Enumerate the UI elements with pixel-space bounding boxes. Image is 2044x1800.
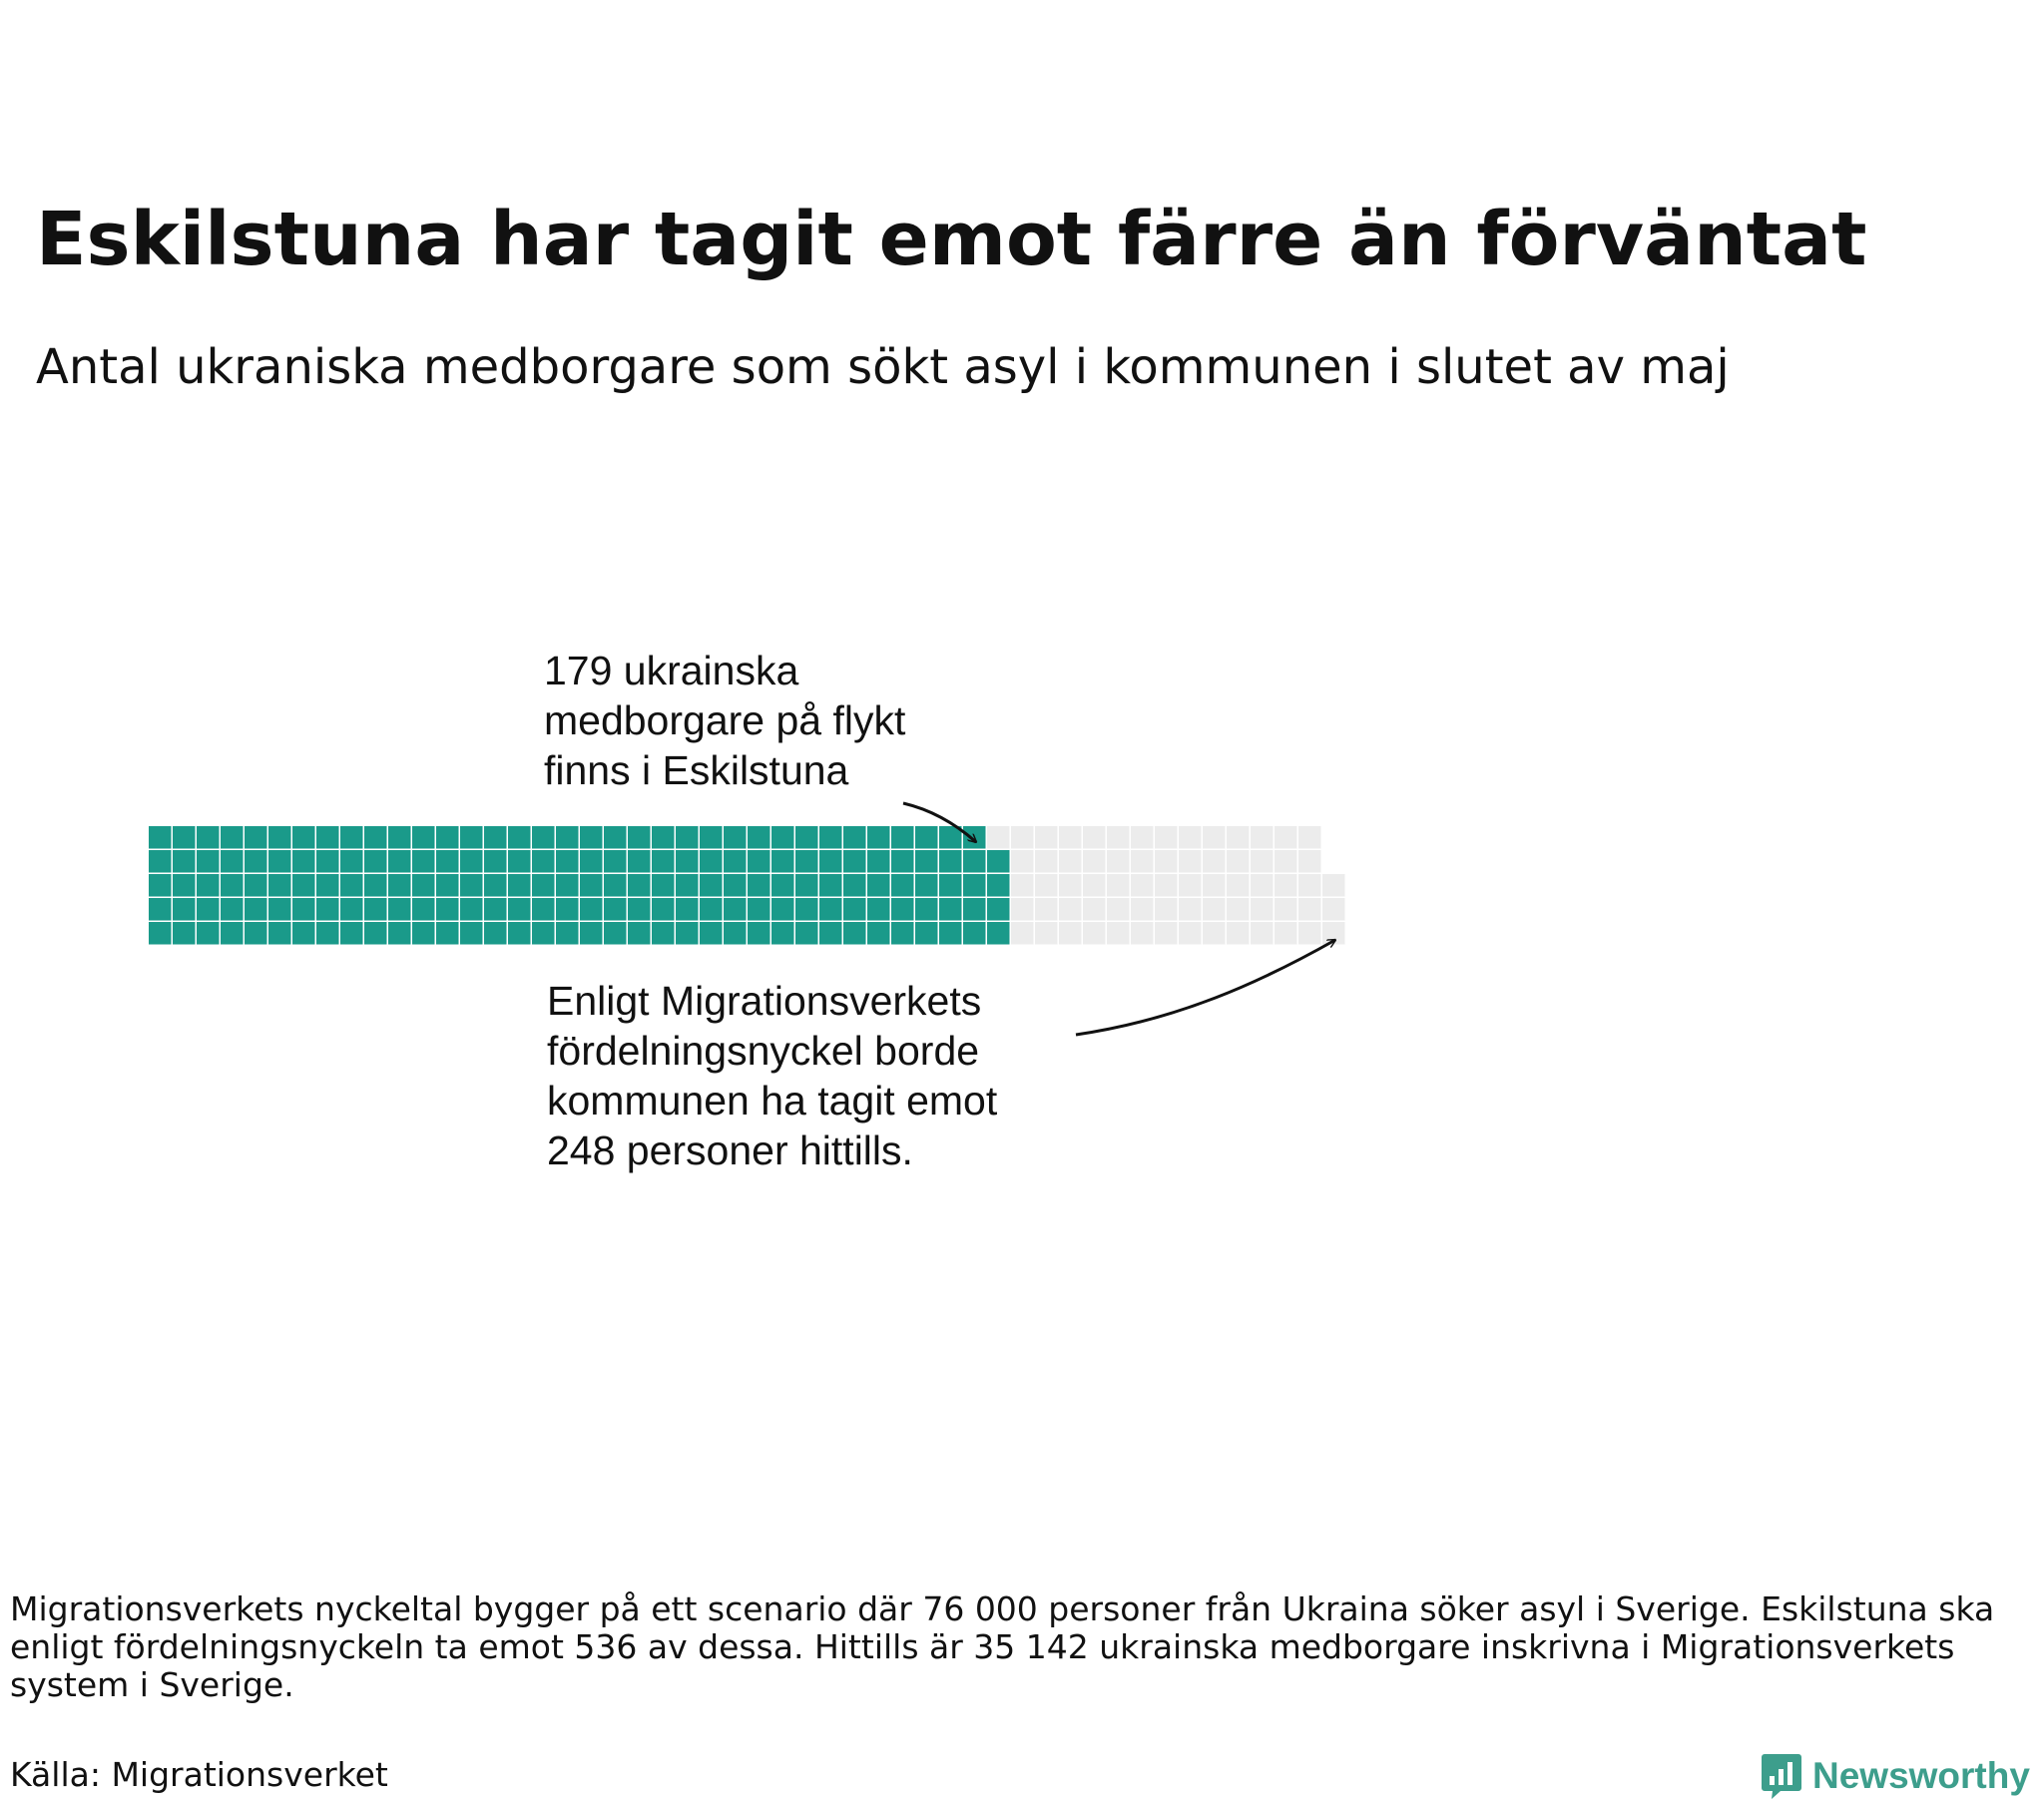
waffle-cell [1227, 850, 1250, 873]
waffle-cell [891, 826, 914, 849]
waffle-cell [1251, 850, 1274, 873]
waffle-cell [795, 826, 818, 849]
waffle-cell [891, 898, 914, 921]
waffle-cell [556, 898, 579, 921]
waffle-cell [364, 898, 387, 921]
waffle-cell [1035, 850, 1058, 873]
waffle-cell [748, 874, 770, 897]
annotation-expected-line: 248 personer hittills. [547, 1127, 913, 1173]
waffle-cell [173, 898, 196, 921]
waffle-cell [1251, 874, 1274, 897]
waffle-cell [1227, 898, 1250, 921]
waffle-cell [173, 874, 196, 897]
waffle-cell [340, 874, 363, 897]
annotation-expected-line: kommunen ha tagit emot [547, 1078, 998, 1124]
waffle-cell [891, 874, 914, 897]
waffle-cell [316, 898, 339, 921]
waffle-cell [1083, 850, 1106, 873]
waffle-cell [1011, 922, 1034, 945]
waffle-cell [580, 898, 603, 921]
waffle-cell [1059, 898, 1082, 921]
waffle-cell [412, 826, 435, 849]
waffle-cell [819, 898, 842, 921]
waffle-cell [1011, 898, 1034, 921]
waffle-cell [412, 850, 435, 873]
waffle-cell [1275, 874, 1297, 897]
waffle-cell [1251, 898, 1274, 921]
waffle-cell [843, 874, 866, 897]
waffle-cell [700, 922, 723, 945]
waffle-cell [268, 898, 291, 921]
waffle-cell [628, 922, 651, 945]
waffle-cell [843, 922, 866, 945]
waffle-cell [748, 850, 770, 873]
waffle-cell [891, 850, 914, 873]
waffle-cell [556, 850, 579, 873]
waffle-cell [795, 898, 818, 921]
waffle-cell [867, 850, 890, 873]
waffle-cell [508, 874, 531, 897]
waffle-cell [604, 874, 627, 897]
waffle-cell [1083, 922, 1106, 945]
waffle-cell [532, 826, 555, 849]
waffle-cell [939, 874, 962, 897]
waffle-cell [268, 850, 291, 873]
waffle-cell [292, 850, 315, 873]
waffle-cell [436, 826, 459, 849]
waffle-cell [1155, 850, 1178, 873]
waffle-cell [1203, 826, 1226, 849]
waffle-cell [652, 874, 675, 897]
waffle-cell [173, 826, 196, 849]
waffle-cell [1227, 826, 1250, 849]
waffle-cell [532, 922, 555, 945]
waffle-cell [340, 922, 363, 945]
waffle-cell [364, 922, 387, 945]
waffle-cell [604, 826, 627, 849]
waffle-cell [1011, 826, 1034, 849]
chart-subtitle: Antal ukraniska medborgare som sökt asyl i kommunen i slutet av maj [36, 339, 1730, 395]
waffle-cell [484, 922, 507, 945]
footnote: Migrationsverkets nyckeltal bygger på ett scenario där 76 000 personer från Ukraina söker asyl i Sverige. Eskilstuna ska enligt fördelningsnyckeln ta emot 536 av dessa. Hittills är 35 142 ukrainska medborgare inskrivna i Migrationsverkets system i Sverige. [10, 1589, 1995, 1704]
waffle-cell [867, 874, 890, 897]
annotation-actual-line: finns i Eskilstuna [544, 747, 849, 793]
waffle-cell [1083, 898, 1106, 921]
waffle-cell [149, 898, 172, 921]
waffle-cell [556, 874, 579, 897]
waffle-cell [197, 850, 220, 873]
newsworthy-logo [1761, 1752, 2030, 1800]
waffle-cell [460, 874, 483, 897]
waffle-cell [1083, 874, 1106, 897]
waffle-cell [676, 850, 699, 873]
waffle-cell [939, 922, 962, 945]
waffle-cell [245, 826, 267, 849]
waffle-cell [987, 850, 1010, 873]
waffle-cell [580, 826, 603, 849]
waffle-cell [412, 898, 435, 921]
waffle-cell [580, 850, 603, 873]
waffle-cell [340, 898, 363, 921]
waffle-cell [771, 826, 794, 849]
waffle-cell [867, 826, 890, 849]
waffle-cell [388, 874, 411, 897]
waffle-cell [843, 850, 866, 873]
waffle-cell [963, 898, 986, 921]
waffle-cell [915, 874, 938, 897]
waffle-cell [1203, 874, 1226, 897]
waffle-cell [268, 826, 291, 849]
waffle-cell [771, 850, 794, 873]
annotation-expected [547, 978, 1009, 1173]
waffle-cell [987, 874, 1010, 897]
waffle-cell [1179, 850, 1202, 873]
waffle-cell [724, 874, 747, 897]
waffle-cell [508, 850, 531, 873]
waffle-cell [939, 898, 962, 921]
annotation-expected-line: Enligt Migrationsverkets [547, 978, 982, 1024]
waffle-cell [388, 826, 411, 849]
waffle-cell [963, 874, 986, 897]
waffle-cell [748, 898, 770, 921]
waffle-cell [628, 850, 651, 873]
waffle-cell [245, 898, 267, 921]
waffle-cell [197, 874, 220, 897]
waffle-cell [1322, 898, 1345, 921]
waffle-cell [843, 898, 866, 921]
waffle-cell [508, 898, 531, 921]
waffle-cell [532, 874, 555, 897]
waffle-cell [1203, 922, 1226, 945]
waffle-cell [1035, 898, 1058, 921]
waffle-cell [436, 922, 459, 945]
annotation-actual [544, 648, 917, 793]
waffle-cell [580, 922, 603, 945]
waffle-cell [700, 826, 723, 849]
waffle-cell [292, 874, 315, 897]
waffle-cell [1035, 826, 1058, 849]
waffle-cell [1251, 826, 1274, 849]
waffle-cell [795, 850, 818, 873]
waffle-cell [364, 850, 387, 873]
waffle-cell [221, 826, 244, 849]
waffle-cell [340, 850, 363, 873]
waffle-cells [149, 826, 1345, 945]
waffle-cell [939, 850, 962, 873]
waffle-cell [987, 826, 1010, 849]
waffle-cell [963, 850, 986, 873]
waffle-cell [580, 874, 603, 897]
waffle-cell [316, 850, 339, 873]
waffle-cell [676, 922, 699, 945]
waffle-cell [149, 826, 172, 849]
waffle-cell [771, 922, 794, 945]
waffle-cell [556, 826, 579, 849]
waffle-cell [748, 922, 770, 945]
waffle-cell [197, 898, 220, 921]
waffle-cell [388, 922, 411, 945]
waffle-cell [1227, 922, 1250, 945]
waffle-cell [891, 922, 914, 945]
waffle-cell [652, 898, 675, 921]
waffle-cell [173, 850, 196, 873]
waffle-cell [484, 898, 507, 921]
waffle-chart [0, 599, 1497, 1197]
annotation-expected-line: fördelningsnyckel borde [547, 1028, 980, 1074]
waffle-cell [1203, 850, 1226, 873]
waffle-cell [987, 922, 1010, 945]
waffle-cell [819, 922, 842, 945]
waffle-cell [915, 898, 938, 921]
waffle-cell [1179, 898, 1202, 921]
waffle-cell [245, 850, 267, 873]
waffle-cell [1107, 898, 1130, 921]
waffle-cell [1251, 922, 1274, 945]
waffle-cell [843, 826, 866, 849]
waffle-cell [1131, 922, 1154, 945]
brand-name: Newsworthy [1812, 1755, 2030, 1796]
waffle-cell [1131, 874, 1154, 897]
waffle-cell [292, 922, 315, 945]
waffle-cell [604, 922, 627, 945]
waffle-cell [819, 874, 842, 897]
waffle-cell [1059, 850, 1082, 873]
waffle-cell [795, 874, 818, 897]
waffle-cell [149, 874, 172, 897]
waffle-cell [724, 922, 747, 945]
waffle-cell [1155, 922, 1178, 945]
waffle-cell [364, 874, 387, 897]
waffle-cell [221, 922, 244, 945]
waffle-cell [676, 874, 699, 897]
waffle-cell [388, 850, 411, 873]
waffle-cell [1179, 922, 1202, 945]
annotation-expected-arrow [1076, 940, 1335, 1035]
waffle-cell [556, 922, 579, 945]
waffle-cell [987, 898, 1010, 921]
waffle-cell [1322, 874, 1345, 897]
waffle-cell [1275, 850, 1297, 873]
waffle-cell [1179, 874, 1202, 897]
waffle-cell [1011, 850, 1034, 873]
waffle-cell [197, 826, 220, 849]
waffle-cell [316, 874, 339, 897]
waffle-cell [676, 898, 699, 921]
waffle-cell [748, 826, 770, 849]
waffle-cell [149, 922, 172, 945]
waffle-cell [1083, 826, 1106, 849]
waffle-cell [1298, 922, 1321, 945]
waffle-cell [484, 826, 507, 849]
waffle-cell [915, 922, 938, 945]
waffle-cell [867, 922, 890, 945]
waffle-cell [628, 826, 651, 849]
waffle-cell [915, 826, 938, 849]
waffle-cell [316, 922, 339, 945]
bar-chart-icon [1761, 1752, 1802, 1800]
waffle-cell [724, 898, 747, 921]
waffle-cell [652, 826, 675, 849]
waffle-cell [700, 850, 723, 873]
waffle-cell [1275, 826, 1297, 849]
waffle-cell [292, 826, 315, 849]
waffle-cell [221, 874, 244, 897]
waffle-cell [532, 898, 555, 921]
waffle-cell [652, 922, 675, 945]
waffle-cell [484, 874, 507, 897]
waffle-cell [1131, 898, 1154, 921]
waffle-cell [771, 874, 794, 897]
waffle-cell [700, 898, 723, 921]
waffle-cell [1155, 874, 1178, 897]
annotation-actual-line: 179 ukrainska [544, 648, 799, 693]
waffle-cell [819, 826, 842, 849]
waffle-cell [1131, 850, 1154, 873]
waffle-cell [221, 898, 244, 921]
waffle-cell [1107, 874, 1130, 897]
waffle-cell [1035, 922, 1058, 945]
waffle-cell [436, 850, 459, 873]
waffle-cell [1107, 826, 1130, 849]
waffle-cell [460, 826, 483, 849]
waffle-cell [1107, 850, 1130, 873]
waffle-cell [604, 850, 627, 873]
waffle-cell [700, 874, 723, 897]
waffle-cell [149, 850, 172, 873]
waffle-cell [628, 874, 651, 897]
waffle-cell [1275, 922, 1297, 945]
waffle-cell [508, 826, 531, 849]
waffle-cell [364, 826, 387, 849]
waffle-cell [197, 922, 220, 945]
waffle-cell [460, 922, 483, 945]
waffle-cell [1179, 826, 1202, 849]
waffle-cell [676, 826, 699, 849]
waffle-cell [436, 874, 459, 897]
waffle-cell [1035, 874, 1058, 897]
waffle-cell [484, 850, 507, 873]
waffle-cell [532, 850, 555, 873]
waffle-cell [724, 826, 747, 849]
waffle-cell [245, 874, 267, 897]
source-label: Källa: Migrationsverket [10, 1755, 388, 1794]
waffle-cell [1059, 922, 1082, 945]
waffle-cell [1155, 898, 1178, 921]
waffle-cell [268, 922, 291, 945]
waffle-cell [221, 850, 244, 873]
waffle-cell [652, 850, 675, 873]
waffle-cell [963, 826, 986, 849]
waffle-cell [1059, 874, 1082, 897]
waffle-cell [1298, 850, 1321, 873]
waffle-cell [1011, 874, 1034, 897]
waffle-cell [628, 898, 651, 921]
waffle-cell [724, 850, 747, 873]
waffle-cell [292, 898, 315, 921]
waffle-cell [1275, 898, 1297, 921]
waffle-cell [460, 850, 483, 873]
annotation-actual-line: medborgare på flykt [544, 697, 906, 743]
waffle-cell [795, 922, 818, 945]
waffle-cell [268, 874, 291, 897]
waffle-cell [436, 898, 459, 921]
waffle-cell [819, 850, 842, 873]
waffle-cell [460, 898, 483, 921]
waffle-cell [340, 826, 363, 849]
waffle-cell [1298, 826, 1321, 849]
waffle-cell [388, 898, 411, 921]
waffle-cell [245, 922, 267, 945]
waffle-cell [1203, 898, 1226, 921]
waffle-cell [867, 898, 890, 921]
waffle-cell [412, 922, 435, 945]
chart-title: Eskilstuna har tagit emot färre än förväntat [36, 197, 1867, 282]
waffle-cell [915, 850, 938, 873]
waffle-cell [1131, 826, 1154, 849]
waffle-cell [316, 826, 339, 849]
waffle-cell [1155, 826, 1178, 849]
waffle-cell [1298, 898, 1321, 921]
waffle-cell [963, 922, 986, 945]
waffle-cell [1298, 874, 1321, 897]
waffle-cell [604, 898, 627, 921]
waffle-cell [1059, 826, 1082, 849]
waffle-cell [1227, 874, 1250, 897]
waffle-cell [1107, 922, 1130, 945]
waffle-cell [771, 898, 794, 921]
waffle-cell [508, 922, 531, 945]
waffle-cell [173, 922, 196, 945]
waffle-cell [412, 874, 435, 897]
